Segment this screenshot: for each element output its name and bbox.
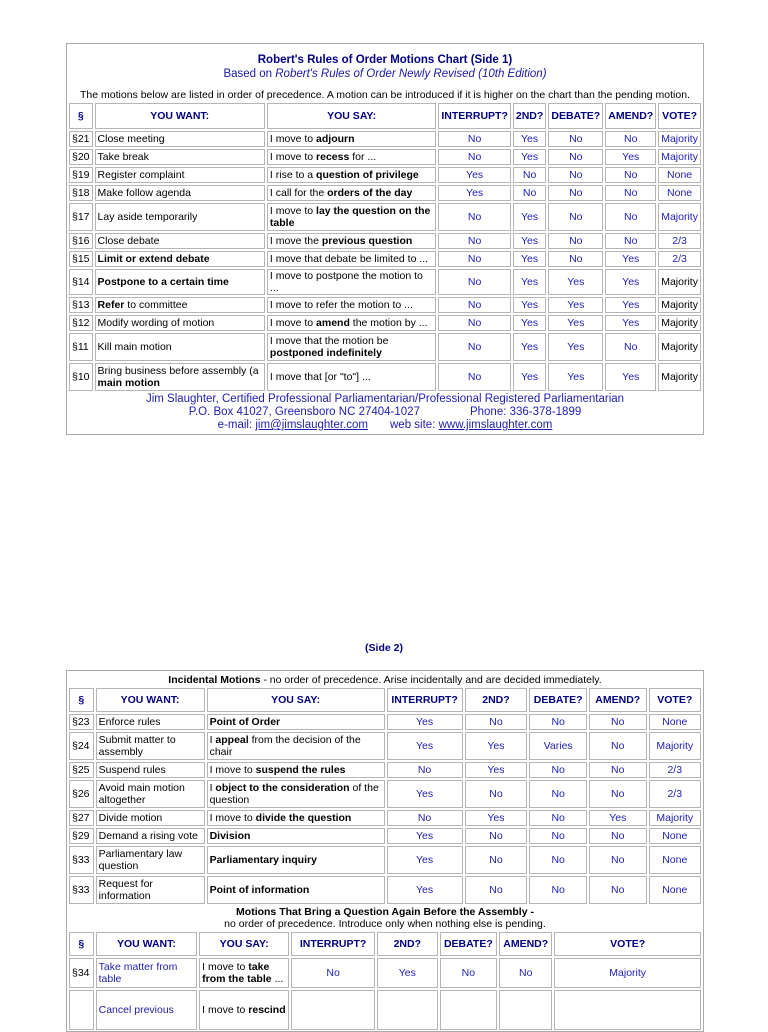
debate-value: Yes (567, 276, 585, 288)
again-motion-row (69, 990, 701, 1030)
amend-value: No (624, 211, 638, 223)
email-link[interactable]: jim@jimslaughter.com (255, 419, 368, 431)
phrase-prefix: I move to (202, 1004, 249, 1016)
phrase-key: orders of the day (327, 187, 413, 199)
interrupt-value: No (326, 967, 340, 979)
section-number: §26 (72, 788, 90, 800)
again-note: no order of precedence. Introduce only when nothing else is pending. (224, 918, 546, 930)
phrase-prefix: I move to refer the motion to ... (269, 299, 413, 311)
section-number: §13 (72, 299, 90, 311)
phrase-suffix: of the question (209, 782, 379, 806)
again-heading (67, 906, 703, 930)
section-number: §23 (72, 716, 90, 728)
debate-value: No (569, 253, 583, 265)
amend-value: Yes (609, 812, 627, 824)
vote-value: None (662, 854, 688, 866)
interrupt-value: Yes (416, 884, 434, 896)
incidental-header-second: 2ND? (465, 688, 528, 712)
second-value: Yes (521, 371, 539, 383)
again-header-amend: AMEND? (499, 932, 552, 956)
second-value: Yes (521, 276, 539, 288)
phrase-key: divide the question (255, 812, 352, 824)
second-value: No (489, 854, 503, 866)
interrupt-value: Yes (416, 830, 434, 842)
vote-value: Majority (661, 371, 698, 383)
section-number: §12 (72, 317, 90, 329)
amend-value: No (611, 854, 625, 866)
subtitle-book: Robert's Rules of Order Newly Revised (10th Edition) (275, 68, 547, 80)
incidental-title: Incidental Motions (168, 674, 261, 686)
incidental-header-section: § (69, 688, 94, 712)
footer-links (67, 419, 703, 432)
debate-value: No (569, 151, 583, 163)
incidental-heading (67, 674, 703, 686)
second-value: No (489, 716, 503, 728)
vote-value: Majority (661, 341, 698, 353)
section-number: §33 (72, 884, 90, 896)
debate-value: No (551, 884, 565, 896)
side1-motion-row (69, 185, 701, 201)
second-value: Yes (521, 317, 539, 329)
section-number: §34 (72, 967, 90, 979)
phrase-key: object to the consideration (215, 782, 350, 794)
incidental-table (67, 686, 703, 906)
debate-value: Yes (567, 371, 585, 383)
motion-purpose: Kill main motion (97, 341, 172, 353)
section-number: §25 (72, 764, 90, 776)
phrase-key: adjourn (316, 133, 355, 145)
second-value: Yes (521, 235, 539, 247)
amend-value: No (611, 764, 625, 776)
section-number: §33 (72, 854, 90, 866)
interrupt-value: No (417, 812, 432, 824)
second-value: No (489, 830, 503, 842)
section-number: §16 (72, 235, 90, 247)
second-value: Yes (521, 253, 539, 265)
phrase-prefix: I (209, 782, 216, 794)
amend-value: No (518, 967, 533, 979)
section-number: §24 (72, 740, 90, 752)
section-number: §20 (72, 151, 90, 163)
interrupt-value: No (467, 211, 482, 223)
subtitle-prefix: Based on (223, 68, 276, 80)
incidental-header-amend: AMEND? (589, 688, 647, 712)
incidental-motion-row (69, 828, 701, 844)
second-value: Yes (487, 812, 505, 824)
debate-value: No (461, 967, 476, 979)
amend-value: Yes (622, 317, 640, 329)
interrupt-value: No (467, 276, 482, 288)
side1-header-vote: VOTE? (658, 103, 701, 129)
phrase-prefix: I call for the (269, 187, 328, 199)
motion-purpose: Enforce rules (98, 716, 161, 728)
motion-purpose: Modify wording of motion (97, 317, 215, 329)
debate-value: No (569, 169, 583, 181)
side1-motion-row (69, 131, 701, 147)
motion-purpose: Take matter from table (98, 961, 178, 985)
website-link[interactable]: www.jimslaughter.com (438, 419, 553, 431)
motion-purpose-bold: Postpone to a certain time (97, 276, 229, 288)
incidental-motion-row (69, 732, 701, 760)
amend-value: No (624, 341, 638, 353)
incidental-motion-row (69, 846, 701, 874)
amend-value: No (611, 788, 625, 800)
section-number: §10 (72, 371, 90, 383)
phrase-prefix: I move to (269, 133, 317, 145)
side1-motion-row (69, 315, 701, 331)
side1-motion-row (69, 167, 701, 183)
amend-value: Yes (622, 371, 640, 383)
again-header-you-want: YOU WANT: (96, 932, 198, 956)
debate-value: Yes (567, 317, 585, 329)
motion-purpose: Close meeting (97, 133, 165, 145)
side1-table (67, 101, 703, 393)
phrase-key: rescind (248, 1004, 286, 1016)
footer-contact (67, 406, 703, 419)
motion-purpose: Divide motion (98, 812, 163, 824)
debate-value: No (551, 788, 565, 800)
phrase-key: Point of information (209, 884, 310, 896)
incidental-header-vote: VOTE? (649, 688, 701, 712)
motion-purpose: Request for information (98, 878, 153, 902)
vote-value: Majority (661, 133, 698, 145)
phrase-prefix: I move to (269, 151, 317, 163)
incidental-header-debate: DEBATE? (529, 688, 587, 712)
vote-value: Majority (656, 740, 694, 752)
side1-header-you-say: YOU SAY: (267, 103, 436, 129)
amend-value: No (611, 884, 625, 896)
vote-value: Majority (661, 276, 698, 288)
second-value: No (522, 169, 537, 181)
incidental-motion-row (69, 762, 701, 778)
again-motion-row (69, 958, 701, 988)
vote-value: None (662, 830, 688, 842)
vote-value: Majority (661, 211, 698, 223)
phrase-prefix: I move to (202, 961, 249, 973)
phrase-prefix: I move to (269, 205, 317, 217)
motion-purpose: Register complaint (97, 169, 185, 181)
side2-label: (Side 2) (365, 642, 403, 654)
section-number: §27 (72, 812, 90, 824)
motion-purpose: Parliamentary law question (98, 848, 183, 872)
phrase-prefix: I move that debate be limited to ... (269, 253, 429, 265)
footer-credentials: Jim Slaughter, Certified Professional Parliamentarian/Professional Registered Parliamentarian (145, 393, 625, 405)
phrase-key: Division (209, 830, 251, 842)
debate-value: No (551, 716, 565, 728)
again-header-debate: DEBATE? (440, 932, 497, 956)
phrase-prefix: I (209, 734, 216, 746)
interrupt-value: No (467, 151, 482, 163)
phrase-key: Point of Order (209, 716, 281, 728)
debate-value: No (569, 211, 583, 223)
phrase-key: amend (316, 317, 350, 329)
motion-purpose: Bring business before assembly (a (97, 365, 259, 377)
debate-value: No (551, 764, 565, 776)
second-value: Yes (521, 211, 539, 223)
section-number: §29 (72, 830, 90, 842)
amend-value: Yes (622, 151, 640, 163)
phrase-key: suspend the rules (255, 764, 346, 776)
interrupt-value: No (467, 341, 482, 353)
vote-value: Majority (661, 317, 698, 329)
interrupt-value: No (467, 253, 482, 265)
section-number: §17 (72, 211, 90, 223)
second-value: No (489, 884, 503, 896)
side1-subtitle (67, 67, 703, 81)
debate-value: Varies (543, 740, 573, 752)
second-value: Yes (487, 764, 505, 776)
section-number: §19 (72, 169, 90, 181)
second-value: Yes (521, 133, 539, 145)
phrase-key: previous question (321, 235, 413, 247)
side1-header-debate: DEBATE? (548, 103, 603, 129)
amend-value: Yes (622, 253, 640, 265)
footer-phone: Phone: 336-378-1899 (469, 406, 582, 418)
incidental-header-you-want: YOU WANT: (96, 688, 205, 712)
section-number: §14 (72, 276, 90, 288)
vote-value: None (662, 716, 688, 728)
phrase-suffix: for ... (349, 151, 377, 163)
vote-value: 2/3 (667, 788, 683, 800)
amend-value: No (611, 716, 625, 728)
phrase-suffix: ... (271, 973, 284, 985)
amend-value: No (624, 187, 638, 199)
incidental-motion-row (69, 876, 701, 904)
phrase-prefix: I move to (269, 317, 317, 329)
interrupt-value: No (467, 371, 482, 383)
side1-intro: The motions below are listed in order of precedence. A motion can be introduced if it is higher on the chart than the pending motion. (80, 89, 690, 101)
debate-value: No (551, 830, 565, 842)
again-table (67, 930, 703, 1032)
motion-purpose: Suspend rules (98, 764, 166, 776)
interrupt-value: Yes (466, 187, 484, 199)
side1-header-you-want: YOU WANT: (95, 103, 265, 129)
again-header-you-say: YOU SAY: (199, 932, 289, 956)
motion-purpose: Avoid main motion altogether (98, 782, 185, 806)
incidental-header-you-say: YOU SAY: (207, 688, 385, 712)
amend-value: No (611, 740, 625, 752)
vote-value: None (662, 884, 688, 896)
incidental-note: - no order of precedence. Arise incidentally and are decided immediately. (260, 674, 602, 686)
side1-motion-row (69, 251, 701, 267)
debate-value: No (551, 812, 565, 824)
second-value: No (522, 187, 537, 199)
motion-purpose: Cancel previous (98, 1004, 174, 1016)
vote-value: 2/3 (667, 764, 683, 776)
vote-value: 2/3 (672, 253, 687, 265)
debate-value: No (569, 133, 583, 145)
interrupt-value: No (467, 133, 482, 145)
vote-value: Majority (656, 812, 694, 824)
side1-motion-row (69, 203, 701, 231)
amend-value: No (611, 830, 625, 842)
side1-header-interrupt: INTERRUPT? (438, 103, 511, 129)
again-title: Motions That Bring a Question Again Before the Assembly - (236, 906, 534, 918)
side1-chart (66, 43, 704, 435)
phrase-key: question of privilege (316, 169, 419, 181)
interrupt-value: No (467, 317, 482, 329)
footer-address: P.O. Box 41027, Greensboro NC 27404-1027 (188, 406, 420, 418)
vote-value: Majority (609, 967, 647, 979)
vote-value: None (667, 169, 693, 181)
motion-purpose: Demand a rising vote (98, 830, 198, 842)
section-number: §15 (72, 253, 90, 265)
debate-value: No (551, 854, 565, 866)
email-label: e-mail: (217, 419, 256, 431)
again-header-section: § (69, 932, 94, 956)
section-number: §11 (72, 341, 89, 353)
side1-motion-row (69, 363, 701, 391)
debate-value: No (569, 187, 583, 199)
debate-value: No (569, 235, 583, 247)
second-value: Yes (487, 740, 505, 752)
debate-value: Yes (567, 341, 585, 353)
motion-purpose-bold: Refer (97, 299, 125, 311)
interrupt-value: No (467, 299, 482, 311)
incidental-motion-row (69, 714, 701, 730)
side1-motion-row (69, 269, 701, 295)
again-header-second: 2ND? (377, 932, 438, 956)
vote-value: Majority (661, 299, 698, 311)
amend-value: No (624, 235, 638, 247)
phrase-key: take from the table (202, 961, 272, 985)
second-value: Yes (398, 967, 416, 979)
vote-value: 2/3 (672, 235, 687, 247)
interrupt-value: No (417, 764, 432, 776)
motion-purpose: Close debate (97, 235, 160, 247)
second-value: Yes (521, 341, 539, 353)
second-value: Yes (521, 151, 539, 163)
phrase-prefix: I move the (269, 235, 322, 247)
side1-footer (67, 393, 703, 432)
side1-header-section: § (69, 103, 93, 129)
section-number: §21 (72, 133, 90, 145)
incidental-motion-row (69, 780, 701, 808)
vote-value: Majority (661, 151, 698, 163)
amend-value: Yes (622, 276, 640, 288)
interrupt-value: Yes (416, 716, 434, 728)
side1-header (67, 44, 703, 81)
phrase-prefix: I move that [or "to"] ... (269, 371, 371, 383)
section-number: §18 (72, 187, 90, 199)
phrase-prefix: I move to (209, 812, 256, 824)
motion-purpose: Lay aside temporarily (97, 211, 198, 223)
phrase-prefix: I move that the motion be (269, 335, 389, 347)
motion-purpose: to committee (124, 299, 188, 311)
amend-value: No (624, 169, 638, 181)
phrase-key: postponed indefinitely (269, 347, 382, 359)
side1-motion-row (69, 233, 701, 249)
interrupt-value: No (467, 235, 482, 247)
side1-header-second: 2ND? (513, 103, 546, 129)
side1-motion-row (69, 149, 701, 165)
motion-purpose: Make follow agenda (97, 187, 191, 199)
amend-value: Yes (622, 299, 640, 311)
vote-value: None (667, 187, 693, 199)
phrase-key: recess (316, 151, 350, 163)
interrupt-value: Yes (416, 740, 434, 752)
incidental-header-interrupt: INTERRUPT? (387, 688, 463, 712)
phrase-key: lay the question on the table (269, 205, 431, 229)
phrase-prefix: I move to (209, 764, 256, 776)
interrupt-value: Yes (466, 169, 484, 181)
incidental-motion-row (69, 810, 701, 826)
side1-motion-row (69, 297, 701, 313)
motion-purpose: Submit matter to assembly (98, 734, 176, 758)
phrase-key: appeal (215, 734, 249, 746)
phrase-prefix: I rise to a (269, 169, 317, 181)
interrupt-value: Yes (416, 788, 434, 800)
side1-title: Robert's Rules of Order Motions Chart (Side 1) (257, 54, 513, 66)
again-header-vote: VOTE? (554, 932, 701, 956)
again-header-interrupt: INTERRUPT? (291, 932, 375, 956)
side1-motion-row (69, 333, 701, 361)
side2-chart (66, 670, 704, 1032)
phrase-suffix: from the decision of the chair (209, 734, 361, 758)
motion-purpose-bold: Limit or extend debate (97, 253, 210, 265)
phrase-key: Parliamentary inquiry (209, 854, 317, 866)
motion-purpose-bold: main motion (97, 377, 160, 389)
interrupt-value: Yes (416, 854, 434, 866)
motion-purpose: Take break (97, 151, 149, 163)
second-value: Yes (521, 299, 539, 311)
web-label: web site: (390, 419, 439, 431)
debate-value: Yes (567, 299, 585, 311)
phrase-suffix: the motion by ... (349, 317, 428, 329)
side1-header-amend: AMEND? (605, 103, 656, 129)
amend-value: No (624, 133, 638, 145)
second-value: No (489, 788, 503, 800)
phrase-prefix: I move to postpone the motion to ... (269, 270, 423, 294)
